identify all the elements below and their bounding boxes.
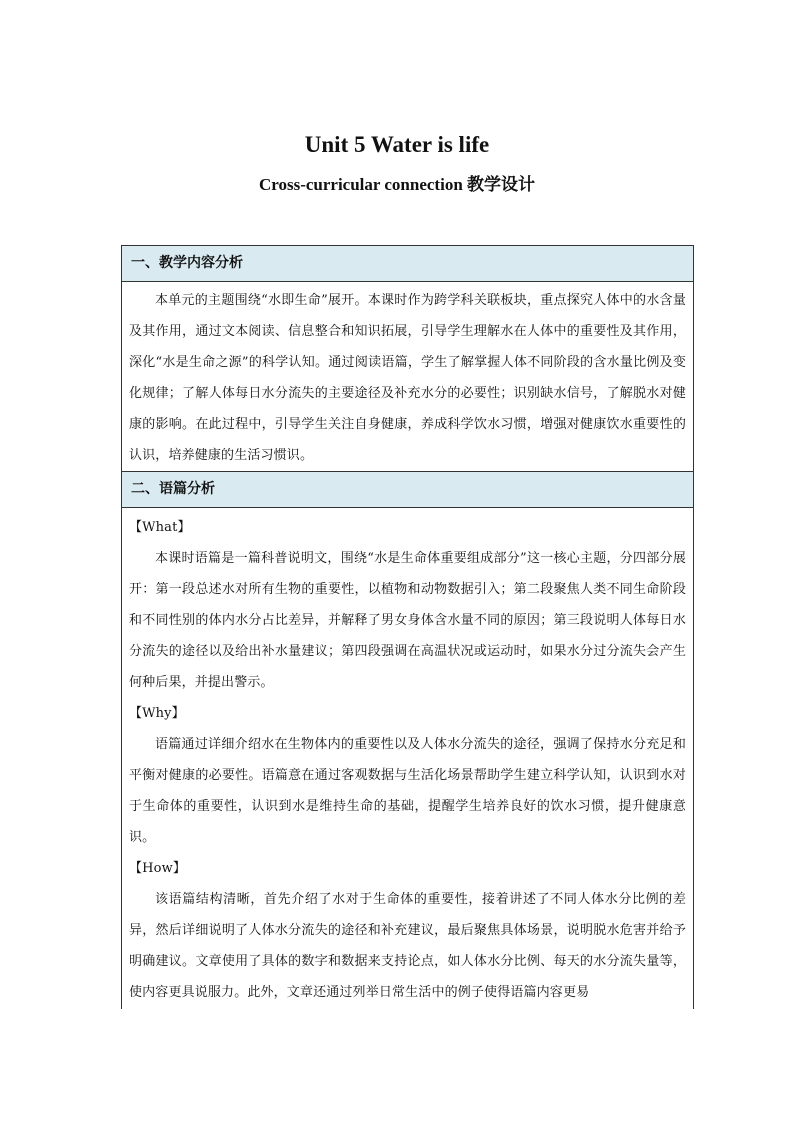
section-body-text-analysis — [122, 508, 693, 1009]
how-tag: 【How】 — [129, 861, 187, 876]
document-title: Unit 5 Water is life — [304, 132, 490, 157]
how-paragraph: 该语篇结构清晰，首先介绍了水对于生命体的重要性，接着讲述了不同人体水分比例的差异，然后详细说明了人体水分流失的途径和补充建议，最后聚焦具体场景，说明脱水危害并给予明确建议。文章使用了具体的数字和数据来支持论点，如人体水分比例、每天的水分流失量等，使内容更具说服力。此外，文章还通过列举日常生活中的例子使得语篇内容更易 — [129, 892, 686, 1000]
what-tag: 【What】 — [129, 520, 191, 535]
what-paragraph: 本课时语篇是一篇科普说明文，围绕“水是生命体重要组成部分”这一核心主题，分四部分展开：第一段总述水对所有生物的重要性，以植物和动物数据引入；第二段聚焦人类不同生命阶段和不同性别的体内水分占比差异，并解释了男女身体含水量不同的原因；第三段说明人体每日水分流失的途径以及给出补水量建议；第四段强调在高温状况或运动时，如果水分过分流失会产生何种后果，并提出警示。 — [129, 551, 686, 690]
why-paragraph: 语篇通过详细介绍水在生物体内的重要性以及人体水分流失的途径，强调了保持水分充足和平衡对健康的必要性。语篇意在通过客观数据与生活化场景帮助学生建立科学认知，认识到水对于生命体的重要性，认识到水是维持生命的基础，提醒学生培养良好的饮水习惯，提升健康意识。 — [129, 737, 686, 845]
section-header-text-analysis: 二、语篇分析 — [122, 472, 693, 508]
content-analysis-paragraph: 本单元的主题围绕“水即生命”展开。本课时作为跨学科关联板块，重点探究人体中的水含量及其作用，通过文本阅读、信息整合和知识拓展，引导学生理解水在人体中的重要性及其作用，深化“水是生命之源”的科学认知。通过阅读语篇，学生了解掌握人体不同阶段的含水量比例及变化规律；了解人体每日水分流失的主要途径及补充水分的必要性；识别缺水信号，了解脱水对健康的影响。在此过程中，引导学生关注自身健康，养成科学饮水习惯，增强对健康饮水重要性的认识，培养健康的生活习惯识。 — [129, 293, 686, 463]
lesson-plan-table — [121, 245, 694, 1009]
why-tag: 【Why】 — [129, 706, 185, 721]
section-header-content-analysis: 一、教学内容分析 — [122, 246, 693, 282]
section-body-content-analysis — [122, 282, 693, 472]
document-subtitle: Cross-curricular connection 教学设计 — [258, 175, 536, 194]
